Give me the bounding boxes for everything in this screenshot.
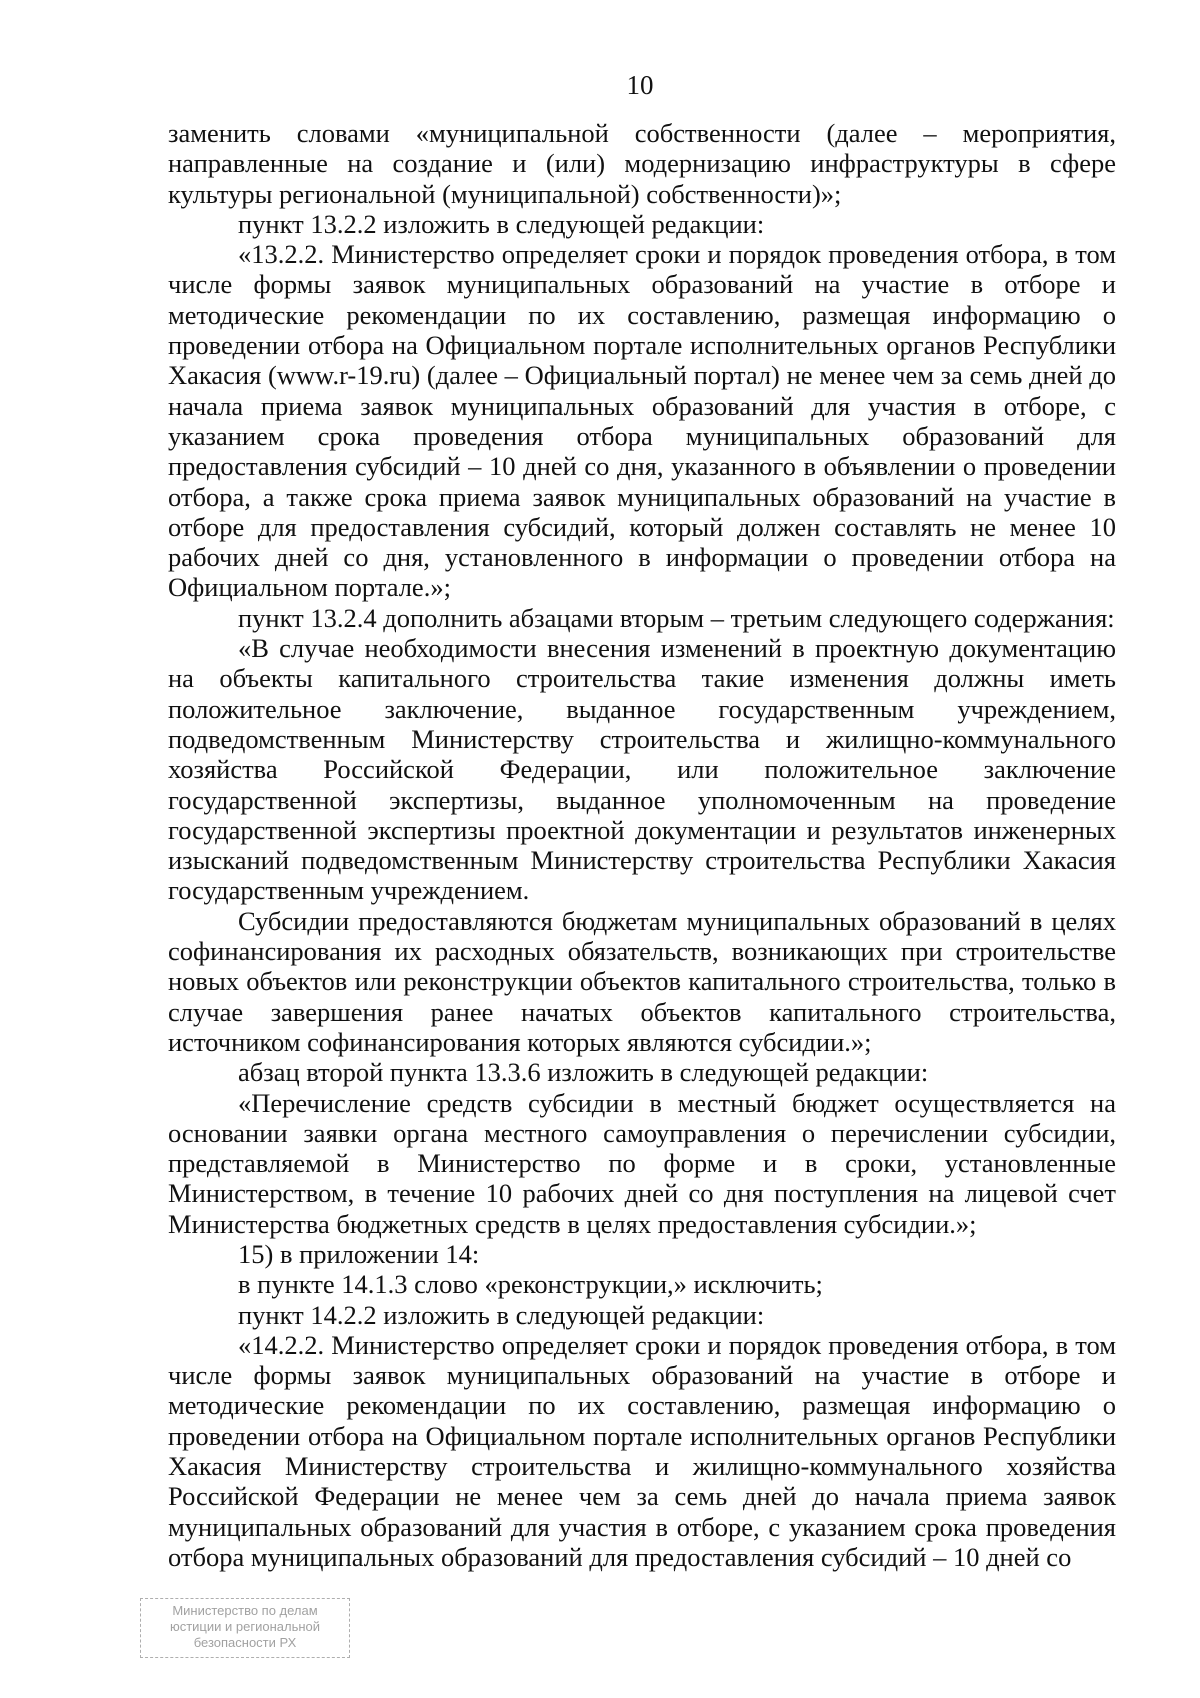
- paragraph: 15) в приложении 14:: [238, 1238, 480, 1269]
- paragraph: абзац второй пункта 13.3.6 изложить в следующей редакции:: [238, 1057, 929, 1088]
- paragraph: «14.2.2. Министерство определяет сроки и порядок проведения отбора, в том числе формы заявок муниципальных образований на участие в отборе и методические рекомендации по их составлению, размещая информацию о проведении отбора на Официальном портале исполнительных органов Республики Хакасия Министерству строительства и жилищно-коммунального хозяйства Российской Федерации не менее чем за семь дней до начала приема заявок муниципальных образований для участия в отборе, с указанием срока проведения отбора муниципальных образований для предоставления субсидий – 10 дней со: [168, 1329, 1116, 1572]
- paragraph: «13.2.2. Министерство определяет сроки и порядок проведения отбора, в том числе формы заявок муниципальных образований на участие в отборе и методические рекомендации по их составлению, размещая информацию о проведении отбора на Официальном портале исполнительных органов Республики Хакасия (www.r-19.ru) (далее – Официальный портал) не менее чем за семь дней до начала приема заявок муниципальных образований для участия в отборе, с указанием срока проведения отбора муниципальных образований для предоставления субсидий – 10 дней со дня, указанного в объявлении о проведении отбора, а также срока приема заявок муниципальных образований на участие в отборе для предоставления субсидий, который должен составлять не менее 10 рабочих дней со дня, установленного в информации о проведении отбора на Официальном портале.»;: [168, 239, 1116, 603]
- stamp-line: безопасности РХ: [193, 1635, 297, 1650]
- paragraph: пункт 13.2.4 дополнить абзацами вторым – третьим следующего содержания:: [238, 602, 1115, 633]
- paragraph: заменить словами «муниципальной собственности (далее – мероприятия, направленные на создание и (или) модернизацию инфраструктуры в сфере культуры региональной (муниципальной) собственности)»;: [168, 118, 1116, 209]
- page-number: 10: [626, 70, 654, 100]
- paragraph: «В случае необходимости внесения изменений в проектную документацию на объекты капитального строительства такие изменения должны иметь положительное заключение, выданное государственным учреждением, подведомственным Министерству строительства и жилищно-коммунального хозяйства Российской Федерации, или положительное заключение государственной экспертизы, выданное уполномоченным на проведение государственной экспертизы проектной документации и результатов инженерных изысканий подведомственным Министерству строительства Республики Хакасия государственным учреждением.: [168, 633, 1116, 906]
- paragraph: Субсидии предоставляются бюджетам муниципальных образований в целях софинансирования их расходных обязательств, возникающих при строительстве новых объектов или реконструкции объектов капитального строительства, только в случае завершения ранее начатых объектов капитального строительства, источником софинансирования которых являются субсидии.»;: [168, 905, 1116, 1057]
- paragraph: пункт 13.2.2 изложить в следующей редакции:: [238, 208, 765, 239]
- document-body: [168, 118, 1116, 1572]
- paragraph: пункт 14.2.2 изложить в следующей редакции:: [238, 1299, 765, 1330]
- paragraph: в пункте 14.1.3 слово «реконструкции,» исключить;: [238, 1269, 823, 1300]
- paragraph: «Перечисление средств субсидии в местный бюджет осуществляется на основании заявки органа местного самоуправления о перечислении субсидии, представляемой в Министерство по форме и в сроки, установленные Министерством, в течение 10 рабочих дней со дня поступления на лицевой счет Министерства бюджетных средств в целях предоставления субсидии.»;: [168, 1087, 1116, 1239]
- stamp-line: юстиции и региональной: [169, 1619, 321, 1634]
- registration-stamp: [140, 1598, 350, 1658]
- stamp-line: Министерство по делам: [172, 1603, 318, 1618]
